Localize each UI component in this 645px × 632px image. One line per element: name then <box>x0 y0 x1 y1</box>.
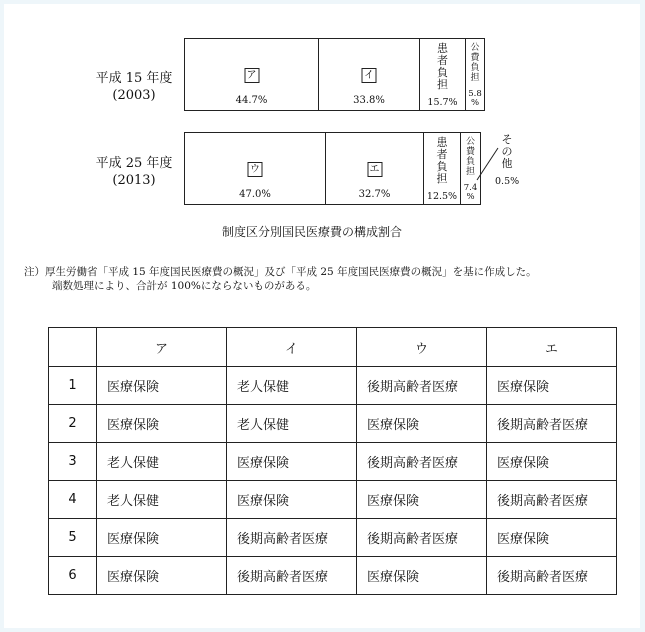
patient-label-2003 <box>420 43 465 91</box>
row-label-year-2013: 平成 25 年度 <box>95 156 173 171</box>
segment-letter-a: ア <box>244 68 259 83</box>
bar-2003 <box>184 38 485 111</box>
header-a: ア <box>97 328 227 367</box>
vchar: の <box>501 145 513 158</box>
segment-pct-i: 33.8% <box>353 95 385 106</box>
cell: 医療保険 <box>227 481 357 519</box>
vchar: 担 <box>437 78 448 91</box>
source-note-line2: 端数処理により、合計が 100%にならないものがある。 <box>52 280 317 292</box>
vchar: 7.4 <box>463 183 478 193</box>
bar-2013 <box>184 132 481 205</box>
cell: 後期高齢者医療 <box>357 367 487 405</box>
row-number: 6 <box>49 557 97 595</box>
vchar: % <box>470 98 480 108</box>
row-number: 3 <box>49 443 97 481</box>
cell: 老人保健 <box>227 405 357 443</box>
vchar: 担 <box>436 172 448 185</box>
cell: 後期高齢者医療 <box>227 519 357 557</box>
row-label-2003 <box>84 70 184 104</box>
cell: 医療保険 <box>357 405 487 443</box>
vchar: 費 <box>465 147 475 157</box>
row-label-western-2013: (2013) <box>112 173 156 188</box>
other-pct: 0.5% <box>495 176 520 187</box>
vchar: 負 <box>437 66 448 79</box>
vchar: 負 <box>436 160 448 173</box>
segment-pct-e: 32.7% <box>358 189 391 200</box>
row-label-western-2003: (2003) <box>112 88 156 103</box>
segment-a <box>185 39 319 110</box>
vchar: 担 <box>465 167 475 177</box>
vchar: 患 <box>436 136 448 149</box>
source-note <box>24 265 537 293</box>
header-e: エ <box>487 328 617 367</box>
cell: 医療保険 <box>97 405 227 443</box>
cell: 後期高齢者医療 <box>487 557 617 595</box>
segment-i <box>319 39 420 110</box>
public-label-2003 <box>466 43 484 83</box>
cell: 医療保険 <box>487 519 617 557</box>
vchar: 負 <box>470 63 480 73</box>
answer-table <box>48 327 617 595</box>
source-note-line1: 注）厚生労働省「平成 15 年度国民医療費の概況」及び「平成 25 年度国民医療費の概況」を基に作成した。 <box>24 266 537 278</box>
segment-pct-a: 44.7% <box>235 95 268 106</box>
row-number: 5 <box>49 519 97 557</box>
cell: 医療保険 <box>357 557 487 595</box>
cell: 医療保険 <box>97 519 227 557</box>
vchar: 公 <box>470 43 480 53</box>
header-i: イ <box>227 328 357 367</box>
header-blank <box>49 328 97 367</box>
segment-letter-e: エ <box>367 162 382 177</box>
patient-pct-2003: 15.7% <box>427 97 458 108</box>
document-panel <box>4 4 640 628</box>
other-label <box>498 134 516 170</box>
cell: 医療保険 <box>97 557 227 595</box>
cell: 後期高齢者医療 <box>487 481 617 519</box>
table-row[interactable] <box>49 443 617 481</box>
cell: 後期高齢者医療 <box>227 557 357 595</box>
segment-e <box>326 133 424 204</box>
patient-pct-2013: 12.5% <box>426 191 458 202</box>
cell: 後期高齢者医療 <box>357 443 487 481</box>
table-row[interactable] <box>49 557 617 595</box>
segment-pct-u: 47.0% <box>239 189 271 200</box>
patient-label-2013 <box>424 137 460 185</box>
vchar: 者 <box>437 54 448 67</box>
cell: 老人保健 <box>97 443 227 481</box>
vchar: そ <box>501 133 513 146</box>
row-number: 4 <box>49 481 97 519</box>
chart-caption: 制度区分別国民医療費の構成割合 <box>221 225 402 239</box>
vchar: 公 <box>465 137 475 147</box>
cell: 老人保健 <box>227 367 357 405</box>
row-number: 2 <box>49 405 97 443</box>
cell: 医療保険 <box>227 443 357 481</box>
vchar: 担 <box>470 73 480 83</box>
public-pct-2003 <box>466 90 484 108</box>
row-number: 1 <box>49 367 97 405</box>
vchar: 他 <box>501 157 513 170</box>
cell: 老人保健 <box>97 481 227 519</box>
cell: 医療保険 <box>97 367 227 405</box>
segment-u <box>185 133 326 204</box>
header-u: ウ <box>357 328 487 367</box>
segment-patient-2003 <box>420 39 466 110</box>
cell: 医療保険 <box>487 367 617 405</box>
row-label-year-2003: 平成 15 年度 <box>95 71 173 86</box>
segment-patient-2013 <box>424 133 461 204</box>
table-header-row <box>49 328 617 367</box>
vchar: 者 <box>436 148 448 161</box>
table-row[interactable] <box>49 367 617 405</box>
segment-letter-i: イ <box>362 68 377 83</box>
vchar: 患 <box>437 42 448 55</box>
table-row[interactable] <box>49 481 617 519</box>
cell: 医療保険 <box>487 443 617 481</box>
table-row[interactable] <box>49 405 617 443</box>
segment-letter-u: ウ <box>248 162 263 177</box>
vchar: % <box>466 192 475 202</box>
row-label-2013 <box>84 155 184 189</box>
cell: 医療保険 <box>357 481 487 519</box>
segment-public-2003 <box>466 39 484 110</box>
table-row[interactable] <box>49 519 617 557</box>
cell: 後期高齢者医療 <box>487 405 617 443</box>
public-pct-2013 <box>461 184 480 202</box>
vchar: 費 <box>470 53 480 63</box>
vchar: 負 <box>465 157 475 167</box>
vchar: 5.8 <box>468 89 482 99</box>
cell: 後期高齢者医療 <box>357 519 487 557</box>
